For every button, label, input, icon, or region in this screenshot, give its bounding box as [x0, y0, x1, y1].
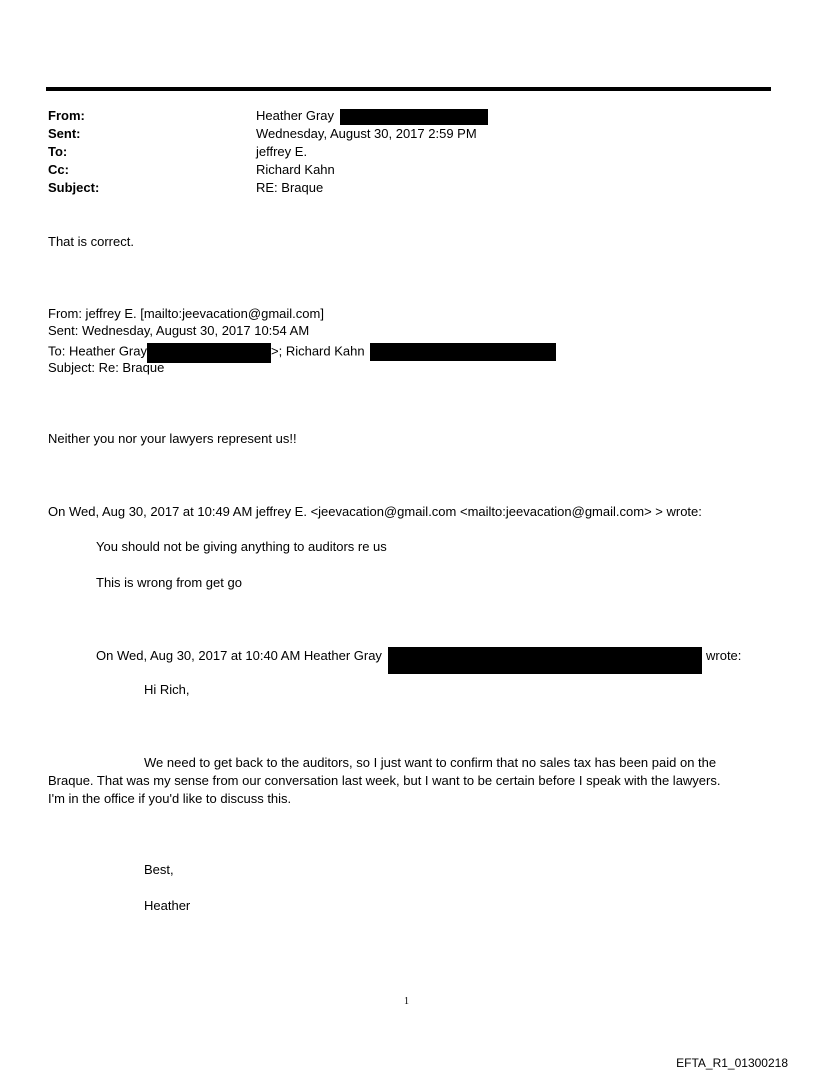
paragraph-line-1: We need to get back to the auditors, so I just want to confirm that no sales tax has been paid on the [144, 755, 717, 770]
greeting: Hi Rich, [144, 682, 190, 697]
subject-value: RE: Braque [256, 180, 324, 195]
attribution-heather-prefix: On Wed, Aug 30, 2017 at 10:40 AM Heather Gray [96, 648, 382, 663]
quoted-body: Neither you nor your lawyers represent us!! [48, 431, 297, 446]
quoted-to-middle: >; Richard Kahn [271, 343, 365, 359]
redaction-block [370, 343, 556, 361]
redaction-block [147, 343, 271, 363]
document-id: EFTA_R1_01300218 [676, 1056, 788, 1070]
sent-label: Sent: [48, 126, 81, 141]
paragraph-line-3: I'm in the office if you'd like to discuss this. [48, 791, 292, 806]
page-number: 1 [404, 996, 409, 1007]
from-label: From: [48, 108, 85, 123]
subject-label: Subject: [48, 180, 100, 195]
from-value [256, 107, 488, 125]
jeffrey-line-2: This is wrong from get go [96, 575, 242, 590]
redaction-block [340, 109, 488, 125]
signature: Heather [144, 898, 191, 913]
quoted-subject-line: Subject: Re: Braque [48, 360, 165, 375]
redaction-block [388, 647, 702, 674]
jeffrey-line-1: You should not be giving anything to auditors re us [96, 539, 387, 554]
quoted-sent-line: Sent: Wednesday, August 30, 2017 10:54 AM [48, 323, 310, 338]
cc-value: Richard Kahn [256, 162, 335, 177]
quoted-to-prefix: To: Heather Gray [48, 343, 147, 359]
reply-body: That is correct. [48, 234, 134, 249]
attribution-heather [96, 647, 382, 665]
attribution-heather-suffix: wrote: [706, 648, 742, 663]
attribution-jeffrey: On Wed, Aug 30, 2017 at 10:49 AM jeffrey E. <jeevacation@gmail.com <mailto:jeevacation@gmail.com> > wrote: [48, 504, 702, 519]
paragraph-line-2: Braque. That was my sense from our conversation last week, but I want to be certain before I speak with the lawyers. [48, 773, 721, 788]
header-divider [46, 87, 771, 91]
closing: Best, [144, 862, 174, 877]
to-value: jeffrey E. [256, 144, 308, 159]
quoted-from-line: From: jeffrey E. [mailto:jeevacation@gmail.com] [48, 306, 324, 321]
sent-value: Wednesday, August 30, 2017 2:59 PM [256, 126, 477, 141]
cc-label: Cc: [48, 162, 69, 177]
from-name: Heather Gray [256, 108, 335, 123]
to-label: To: [48, 144, 68, 159]
